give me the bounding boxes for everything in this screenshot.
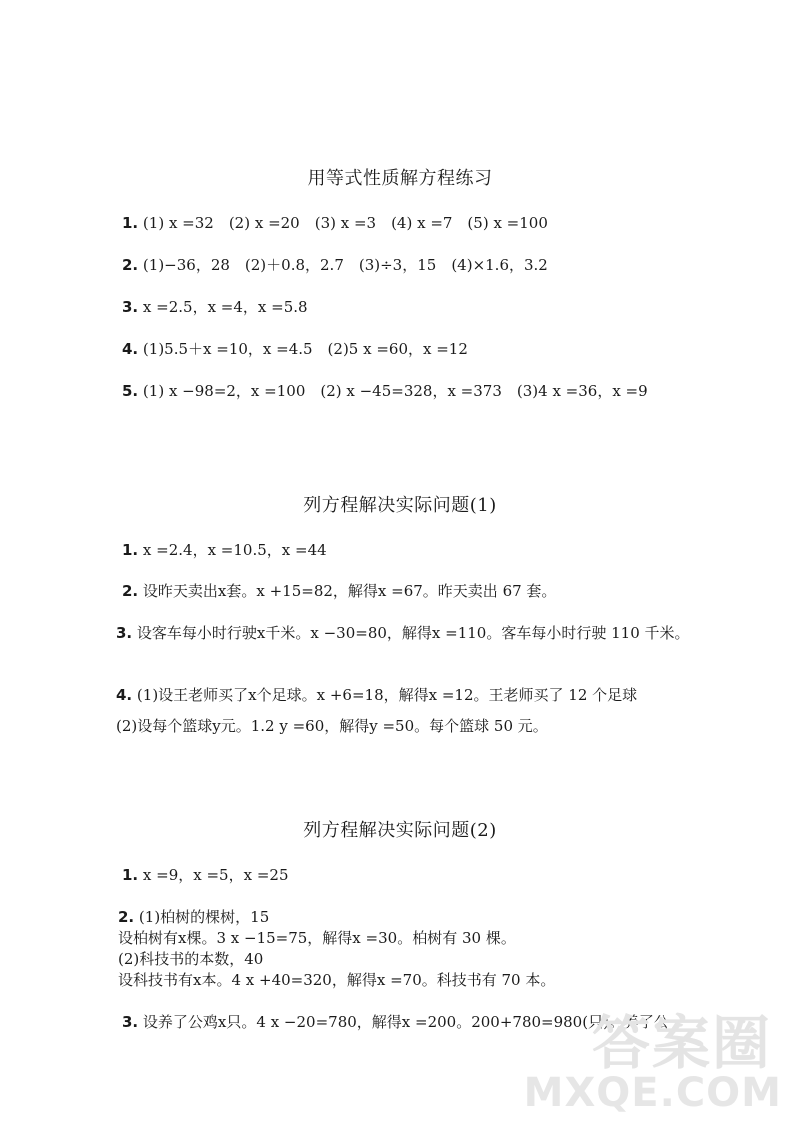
question-number: 1. <box>122 214 139 232</box>
answer-text: (1)5.5＋x =10，x =4.5 (2)5 x =60，x =12 <box>142 340 468 358</box>
s2-question-2 <box>122 581 556 601</box>
answer-text-part-4: 设科技书有x本。4 x +40=320，解得x =70。科技书有 70 本。 <box>118 971 556 989</box>
answer-text-part-2: 设柏树有x棵。3 x −15=75，解得x =30。柏树有 30 棵。 <box>118 929 516 947</box>
answer-text: x =9，x =5，x =25 <box>142 866 289 884</box>
s2-question-3 <box>116 622 710 645</box>
s3-question-3 <box>122 1012 669 1032</box>
s1-question-5 <box>122 381 648 401</box>
question-number: 1. <box>122 541 139 559</box>
s1-question-4 <box>122 339 468 359</box>
watermark-top-text: 答案圈 <box>591 1009 772 1077</box>
section-title-equation-practice: 用等式性质解方程练习 <box>307 168 493 189</box>
watermark-bottom-text: MXQE.COM <box>523 1070 782 1116</box>
s3-question-2 <box>118 907 555 991</box>
answer-text-part-1: (1)柏树的棵树，15 <box>138 908 270 926</box>
question-number: 2. <box>122 582 139 600</box>
answer-text-part-3: (2)科技书的本数，40 <box>118 950 264 968</box>
question-number: 3. <box>116 624 133 642</box>
answer-text: 设昨天卖出x套。x +15=82，解得x =67。昨天卖出 67 套。 <box>142 582 557 600</box>
answer-text: (1) x −98=2，x =100 (2) x −45=328，x =373 (3)4 x =36，x =9 <box>142 382 648 400</box>
question-number: 4. <box>116 686 133 704</box>
question-number: 3. <box>122 1013 139 1031</box>
s1-question-3 <box>122 297 308 317</box>
section-title-word-problems-2: 列方程解决实际问题(2) <box>303 820 497 841</box>
answer-text-part-2: (2)设每个篮球y元。1.2 y =60，解得y =50。每个篮球 50 元。 <box>116 717 548 735</box>
s1-question-1 <box>122 213 548 233</box>
answer-text: 设养了公鸡x只。4 x −20=780，解得x =200。200+780=980(只)。养了公 <box>142 1013 669 1031</box>
answer-text: x =2.5，x =4，x =5.8 <box>142 298 308 316</box>
answer-text: (1) x =32 (2) x =20 (3) x =3 (4) x =7 (5) x =100 <box>142 214 548 232</box>
question-number: 2. <box>122 256 139 274</box>
question-number: 1. <box>122 866 139 884</box>
s2-question-4 <box>116 685 637 737</box>
answer-text-part-1: (1)设王老师买了x个足球。x +6=18，解得x =12。王老师买了 12 个足球 <box>136 686 638 704</box>
s1-question-2 <box>122 255 548 275</box>
question-number: 2. <box>118 908 135 926</box>
question-number: 3. <box>122 298 139 316</box>
s2-question-1 <box>122 540 327 560</box>
s3-question-1 <box>122 865 288 885</box>
answer-text: 设客车每小时行驶x千米。x −30=80，解得x =110。客车每小时行驶 110 千米。 <box>136 624 690 642</box>
section-title-word-problems-1: 列方程解决实际问题(1) <box>303 495 497 516</box>
question-number: 5. <box>122 382 139 400</box>
answer-text: (1)−36，28 (2)＋0.8，2.7 (3)÷3，15 (4)×1.6，3.2 <box>142 256 548 274</box>
answer-text: x =2.4，x =10.5，x =44 <box>142 541 327 559</box>
question-number: 4. <box>122 340 139 358</box>
